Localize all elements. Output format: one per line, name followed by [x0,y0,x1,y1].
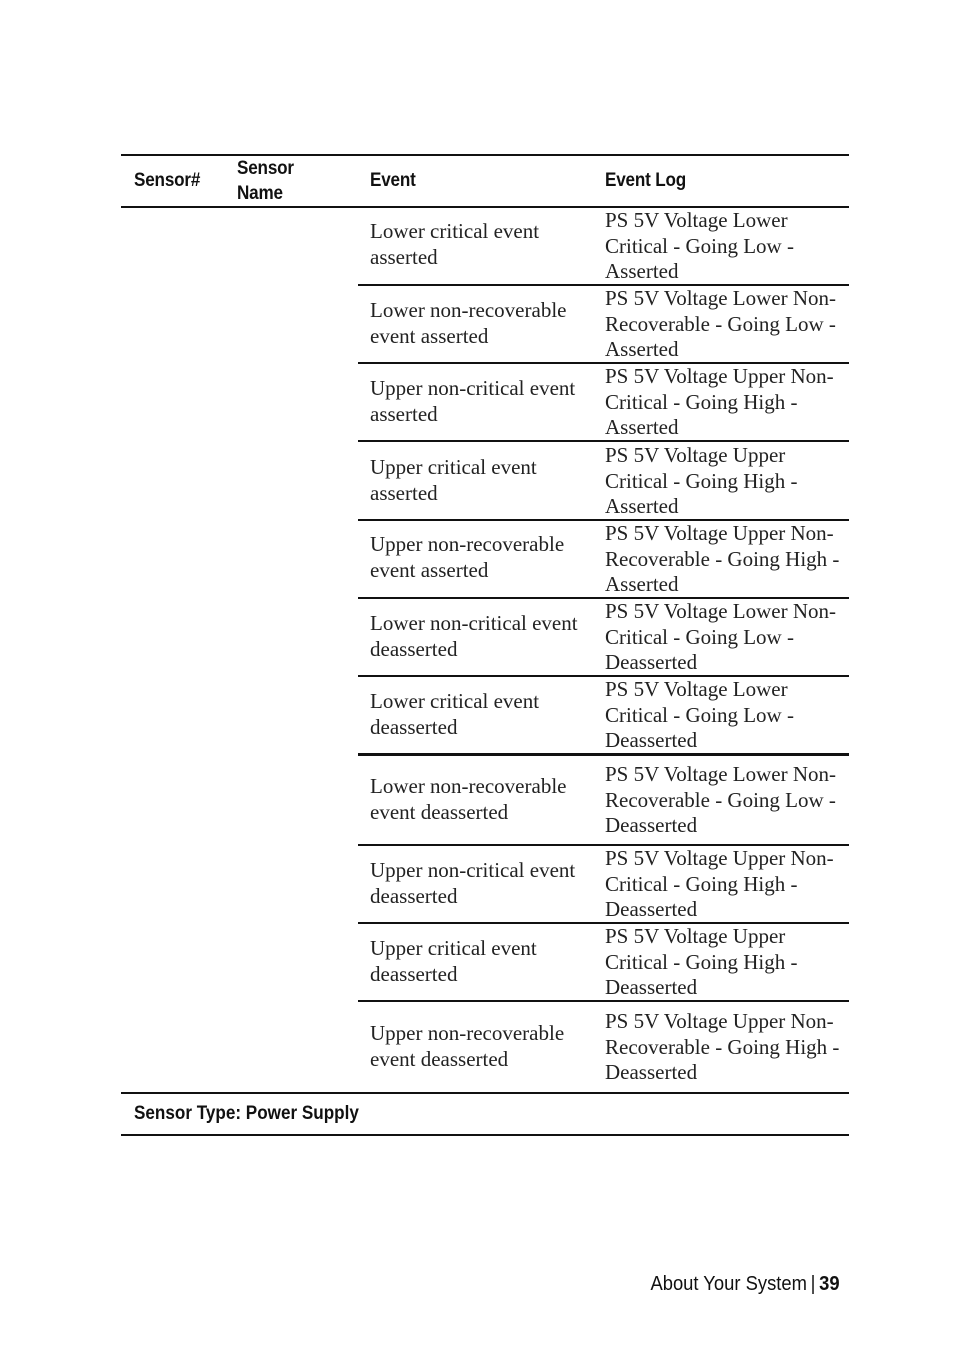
event-log-cell: PS 5V Voltage Lower Non-Recoverable - Going Low - Asserted [605,286,836,361]
event-cell: Lower non-critical event deasserted [370,611,578,661]
event-log-cell: PS 5V Voltage Upper Non-Recoverable - Going High - Asserted [605,521,840,596]
footer-section-title: About Your System [650,1273,808,1295]
event-log-cell: PS 5V Voltage Upper Non-Critical - Going High - Asserted [605,364,834,439]
event-cell: Upper critical event asserted [370,455,537,505]
event-cell: Upper non-recoverable event deasserted [370,1021,565,1071]
table-row [358,677,849,754]
event-cell: Upper non-critical event deasserted [370,858,576,908]
event-log-cell: PS 5V Voltage Upper Critical - Going High - Asserted [605,443,798,518]
header-sensor-name: Sensor Name [237,158,294,204]
table-row [358,521,849,598]
sensor-type-heading: Sensor Type: Power Supply [134,1103,359,1124]
table-row [358,442,849,519]
header-event: Event [370,170,416,191]
event-log-cell: PS 5V Voltage Upper Non-Recoverable - Going High - Deasserted [605,1009,840,1084]
page-number: 39 [819,1273,840,1295]
event-log-cell: PS 5V Voltage Upper Critical - Going High - Deasserted [605,924,798,999]
event-log-cell: PS 5V Voltage Upper Non-Critical - Going High - Deasserted [605,846,834,921]
table-row [358,924,849,1001]
table-row [358,208,849,285]
header-event-log: Event Log [605,170,687,191]
event-log-cell: PS 5V Voltage Lower Critical - Going Low - Deasserted [605,677,794,752]
table-row [358,1002,849,1092]
event-cell: Lower critical event asserted [370,219,540,269]
event-cell: Lower non-recoverable event deasserted [370,774,567,824]
table-top-rule [121,154,849,156]
event-cell: Upper critical event deasserted [370,936,537,986]
table-row [358,364,849,441]
section-rule-top [121,1092,849,1094]
event-cell: Lower non-recoverable event asserted [370,298,567,348]
header-sensor-number: Sensor# [134,170,201,191]
table-row [358,286,849,363]
section-rule-bottom [121,1134,849,1136]
event-log-cell: PS 5V Voltage Lower Critical - Going Low - Asserted [605,208,794,283]
table-row [358,756,849,844]
event-cell: Upper non-critical event asserted [370,376,576,426]
table-row [358,846,849,923]
event-cell: Upper non-recoverable event asserted [370,532,565,582]
event-log-cell: PS 5V Voltage Lower Non-Recoverable - Going Low - Deasserted [605,762,836,837]
footer-separator: | [811,1273,816,1295]
event-log-cell: PS 5V Voltage Lower Non-Critical - Going Low - Deasserted [605,599,836,674]
page-footer [651,1272,840,1296]
table-row [358,599,849,676]
event-cell: Lower critical event deasserted [370,689,540,739]
